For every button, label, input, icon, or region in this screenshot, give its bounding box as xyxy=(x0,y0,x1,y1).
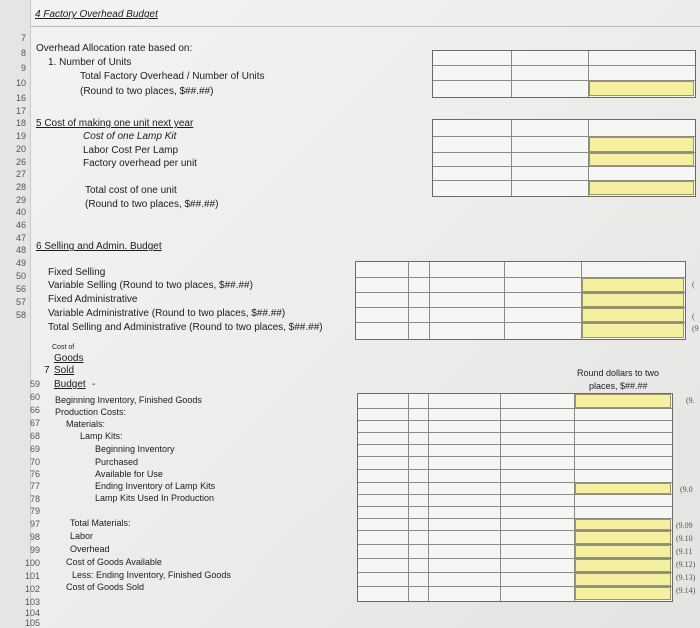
beginning-fg-input[interactable] xyxy=(575,394,671,408)
cogs-input[interactable] xyxy=(575,587,671,600)
row-number: 7 xyxy=(20,33,26,43)
round-dollars-format: places, $##.## xyxy=(589,381,648,391)
margin-note: (9.11 xyxy=(676,547,693,556)
row-number: 48 xyxy=(15,245,26,255)
total-materials-label: Total Materials: xyxy=(70,518,131,528)
divider xyxy=(30,26,700,27)
margin-note: (9. xyxy=(686,396,695,405)
row-number: 69 xyxy=(29,444,40,454)
row-number: 49 xyxy=(15,258,26,268)
row-number: 102 xyxy=(24,584,40,594)
sold-label: Sold xyxy=(54,365,75,376)
margin-note: (9 xyxy=(692,324,699,333)
margin-note: (9.0 xyxy=(680,485,693,494)
beginning-fg-label: Beginning Inventory, Finished Goods xyxy=(55,395,202,405)
variable-selling-input[interactable] xyxy=(582,293,684,307)
row-number: 9 xyxy=(20,63,26,73)
lamp-kit-cost-label: Cost of one Lamp Kit xyxy=(83,131,177,142)
row-number: 59 xyxy=(29,379,40,389)
total-unit-cost-label: Total cost of one unit xyxy=(85,185,177,196)
section-title-factory-overhead: 4 Factory Overhead Budget xyxy=(35,9,158,20)
kits-used-label: Lamp Kits Used In Production xyxy=(95,493,215,503)
cost-of-label: Cost of xyxy=(52,344,75,351)
row-number: 76 xyxy=(29,469,40,479)
purchased-label: Purchased xyxy=(95,457,139,467)
overhead-formula-label: Total Factory Overhead / Number of Units xyxy=(80,71,265,82)
row-number: 8 xyxy=(20,48,26,58)
row-number: 103 xyxy=(24,597,40,607)
row-number: 56 xyxy=(15,284,26,294)
margin-note: ( xyxy=(692,312,695,321)
selling-admin-grid xyxy=(355,261,686,340)
margin-note: ( xyxy=(692,280,695,289)
overhead-per-unit-label: Factory overhead per unit xyxy=(83,158,197,169)
less-ending-fg-label: Less: Ending Inventory, Finished Goods xyxy=(72,570,231,580)
fixed-admin-label: Fixed Administrative xyxy=(48,294,138,305)
row-number: 16 xyxy=(15,93,26,103)
variable-selling-label: Variable Selling (Round to two places, $##.##) xyxy=(48,280,253,291)
total-selling-admin-input[interactable] xyxy=(582,323,684,338)
labor-input[interactable] xyxy=(575,531,671,544)
row-number: 98 xyxy=(29,532,40,542)
lamp-kits-label: Lamp Kits: xyxy=(80,431,123,441)
row-number: 50 xyxy=(15,271,26,281)
kits-used-input[interactable] xyxy=(575,483,671,494)
row-number: 97 xyxy=(29,519,40,529)
beginning-inventory-label: Beginning Inventory xyxy=(95,444,175,454)
row-number: 26 xyxy=(15,157,26,167)
margin-note: (9.14) xyxy=(676,586,696,595)
unit-cost-grid xyxy=(432,119,696,197)
fixed-selling-input[interactable] xyxy=(582,278,684,292)
margin-note: (9.09 xyxy=(676,521,693,530)
section-number-7: 7 xyxy=(44,365,50,376)
row-number: 27 xyxy=(15,169,26,179)
row-number: 46 xyxy=(15,220,26,230)
row-number: 28 xyxy=(15,182,26,192)
margin-note: (9.12) xyxy=(676,560,696,569)
row-number: 70 xyxy=(29,457,40,467)
row-number: 58 xyxy=(15,310,26,320)
ending-inventory-label: Ending Inventory of Lamp Kits xyxy=(95,481,216,491)
row-number: 66 xyxy=(29,405,40,415)
row-number: 78 xyxy=(29,494,40,504)
cogs-available-input[interactable] xyxy=(575,559,671,572)
overhead-rate-input[interactable] xyxy=(589,81,694,96)
cogs-grid xyxy=(357,393,673,602)
ending-fg-input[interactable] xyxy=(575,573,671,586)
budget-dash: - xyxy=(92,379,96,390)
round-note: (Round to two places, $##.##) xyxy=(85,199,219,210)
row-number: 68 xyxy=(29,431,40,441)
row-number: 19 xyxy=(15,131,26,141)
row-number: 57 xyxy=(15,297,26,307)
row-number: 101 xyxy=(24,571,40,581)
production-costs-label: Production Costs: xyxy=(55,407,127,417)
row-number: 10 xyxy=(15,78,26,88)
round-dollars-note: Round dollars to two xyxy=(577,368,660,378)
row-number: 60 xyxy=(29,392,40,402)
row-number: 67 xyxy=(29,418,40,428)
row-number: 18 xyxy=(15,118,26,128)
round-note: (Round to two places, $##.##) xyxy=(80,86,214,97)
total-unit-cost-input[interactable] xyxy=(589,181,694,195)
overhead-label: Overhead xyxy=(70,544,110,554)
margin-note: (9.10 xyxy=(676,534,693,543)
variable-admin-label: Variable Administrative (Round to two places, $##.##) xyxy=(48,308,286,319)
row-number: 40 xyxy=(15,207,26,217)
overhead-input[interactable] xyxy=(575,545,671,558)
row-number: 77 xyxy=(29,481,40,491)
row-number: 99 xyxy=(29,545,40,555)
available-label: Available for Use xyxy=(95,469,163,479)
fixed-admin-input[interactable] xyxy=(582,308,684,322)
section-title-selling-admin: 6 Selling and Admin. Budget xyxy=(36,241,162,252)
margin-note: (9.13) xyxy=(676,573,696,582)
budget-label: Budget xyxy=(54,379,86,390)
total-materials-input[interactable] xyxy=(575,519,671,530)
row-number: 47 xyxy=(15,233,26,243)
labor-cost-input[interactable] xyxy=(589,153,694,166)
fixed-selling-label: Fixed Selling xyxy=(48,267,106,278)
materials-label: Materials: xyxy=(66,419,106,429)
lamp-kit-cost-input[interactable] xyxy=(589,137,694,152)
total-selling-admin-label: Total Selling and Administrative (Round to two places, $##.##) xyxy=(48,322,323,333)
cost-goods-available-label: Cost of Goods Available xyxy=(66,557,162,567)
cogs-label: Cost of Goods Sold xyxy=(66,582,145,592)
row-number: 105 xyxy=(24,618,40,628)
row-number: 104 xyxy=(24,608,40,618)
overhead-rate-grid xyxy=(432,50,696,98)
goods-label: Goods xyxy=(54,353,84,364)
labor-label: Labor xyxy=(70,531,94,541)
row-number: 100 xyxy=(24,558,40,568)
row-number: 29 xyxy=(15,195,26,205)
labor-cost-label: Labor Cost Per Lamp xyxy=(83,145,179,156)
overhead-allocation-heading: Overhead Allocation rate based on: xyxy=(36,43,193,54)
section-title-unit-cost: 5 Cost of making one unit next year xyxy=(36,118,194,129)
number-of-units-label: 1. Number of Units xyxy=(48,57,132,68)
row-number: 79 xyxy=(29,506,40,516)
row-number: 17 xyxy=(15,106,26,116)
row-number: 20 xyxy=(15,144,26,154)
